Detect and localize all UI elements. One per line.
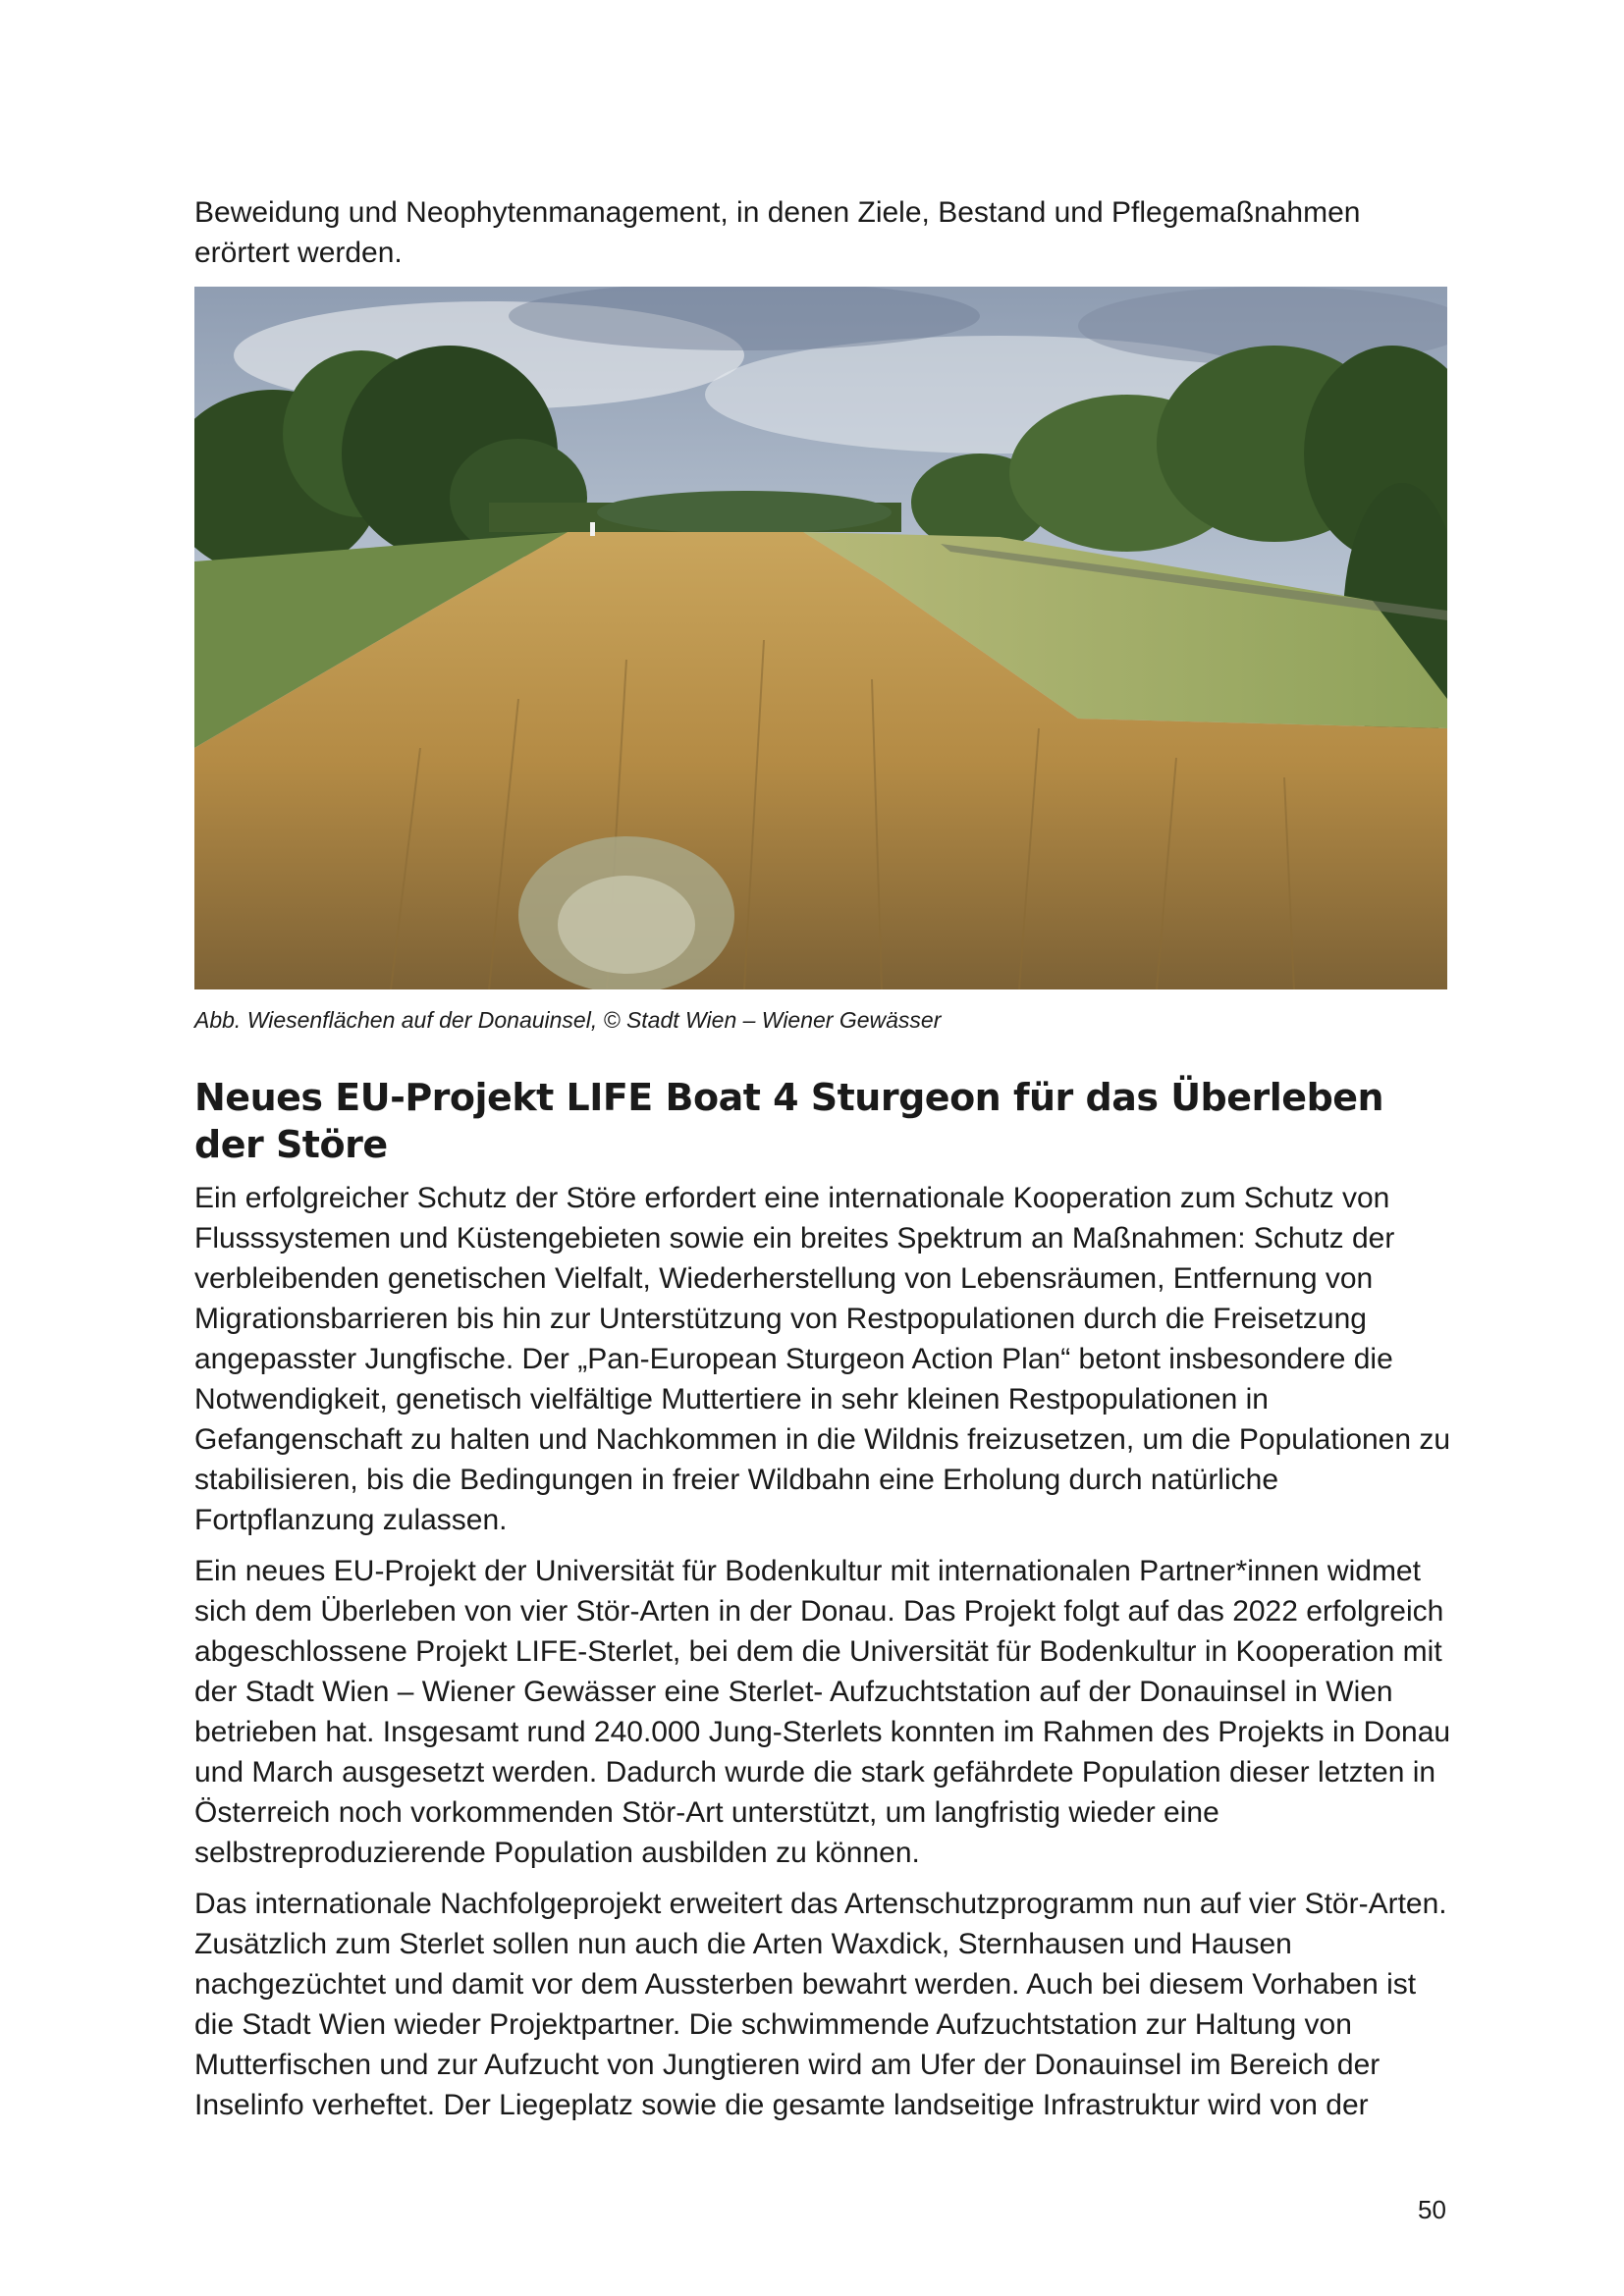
intro-paragraph: Beweidung und Neophytenmanagement, in denen Ziele, Bestand und Pflegemaßnahmen erörtert werden.: [194, 196, 1361, 269]
section-heading: Neues EU-Projekt LIFE Boat 4 Sturgeon für das Überleben der Störe: [194, 1076, 1384, 1166]
section-paragraph-1: Ein erfolgreicher Schutz der Störe erfordert eine internationale Kooperation zum Schutz von Flusssystemen und Küstengebieten sowie ein breites Spektrum an Maßnahmen: Schutz der verbleibenden genetischen Vielfalt, Wiederherstellung von Lebensräumen, Entfernung von Migrationsbarrieren bis hin zur Unterstützung von Restpopulationen durch die Freisetzung angepasster Jungfische. Der „Pan-European Sturgeon Action Plan“ betont insbesondere die Notwendigkeit, genetisch vielfältige Muttertiere in sehr kleinen Restpopulationen in Gefangenschaft zu halten und Nachkommen in die Wildnis freizusetzen, um die Populationen zu stabilisieren, bis die Bedingungen in freier Wildbahn eine Erholung durch natürliche Fortpflanzung zulassen.: [194, 1182, 1451, 1536]
figure-caption: Abb. Wiesenflächen auf der Donauinsel, © Stadt Wien – Wiener Gewässer: [194, 1007, 942, 1033]
section-paragraph-3: Das internationale Nachfolgeprojekt erweitert das Artenschutzprogramm nun auf vier Stör-Arten. Zusätzlich zum Sterlet sollen nun auch die Arten Waxdick, Sternhausen und Hausen nachgezüchtet und damit vor dem Aussterben bewahrt werden. Auch bei diesem Vorhaben ist die Stadt Wien wieder Projektpartner. Die schwimmende Aufzuchtstation zur Haltung von Mutterfischen und zur Aufzucht von Jungtieren wird am Ufer der Donauinsel im Bereich der Inselinfo verheftet. Der Liegeplatz sowie die gesamte landseitige Infrastruktur wird von der: [194, 1888, 1447, 2121]
page-content: [194, 192, 1451, 2136]
page-number: 50: [1418, 2195, 1446, 2224]
meadow-photo: [194, 287, 1447, 989]
section-paragraph-2: Ein neues EU-Projekt der Universität für Bodenkultur mit internationalen Partner*innen widmet sich dem Überleben von vier Stör-Arten in der Donau. Das Projekt folgt auf das 2022 erfolgreich abgeschlossene Projekt LIFE-Sterlet, bei dem die Universität für Bodenkultur in Kooperation mit der Stadt Wien – Wiener Gewässer eine Sterlet- Aufzuchtstation auf der Donauinsel in Wien betrieben hat. Insgesamt rund 240.000 Jung-Sterlets konnten im Rahmen des Projekts in Donau und March ausgesetzt werden. Dadurch wurde die stark gefährdete Population dieser letzten in Österreich noch vorkommenden Stör-Art unterstützt, um langfristig wieder eine selbstreproduzierende Population ausbilden zu können.: [194, 1555, 1451, 1869]
